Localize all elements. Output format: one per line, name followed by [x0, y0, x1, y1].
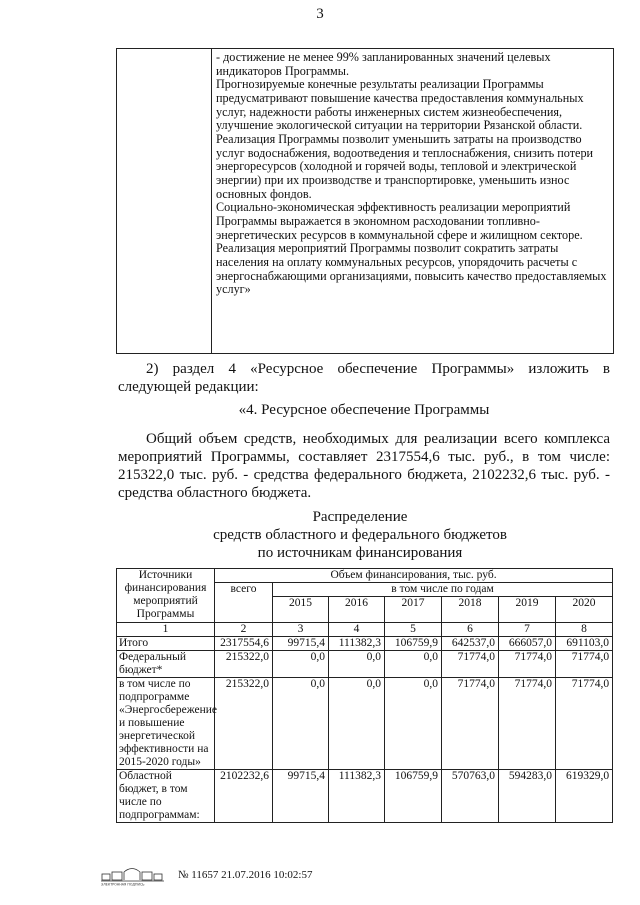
cell-value: 0,0: [273, 651, 329, 678]
cell-value: 2102232,6: [215, 770, 273, 823]
column-index: 4: [329, 623, 385, 637]
cell-value: 71774,0: [556, 678, 613, 770]
distribution-title: [110, 508, 610, 562]
cell-value: 642537,0: [442, 637, 499, 651]
results-paragraph: Реализация Программы позволит уменьшить затраты на производство услуг водоснабжения, водоотведения и теплоснабжения, снизить потери энергоресурсов (холодной и горячей воды, тепловой и электрической энергии) при их производстве и транспортировке, уменьшить износ основных фондов.: [216, 131, 594, 201]
year-header: 2016: [329, 597, 385, 623]
distribution-title-line: средств областного и федерального бюджетов: [213, 527, 507, 543]
column-index: 2: [215, 623, 273, 637]
cell-value: 2317554,6: [215, 637, 273, 651]
year-header: 2018: [442, 597, 499, 623]
column-index: 8: [556, 623, 613, 637]
cell-value: 106759,9: [385, 770, 442, 823]
cell-value: 0,0: [329, 678, 385, 770]
cell-value: 215322,0: [215, 678, 273, 770]
cell-value: 99715,4: [273, 770, 329, 823]
column-index: 6: [442, 623, 499, 637]
by-year-header: в том числе по годам: [273, 583, 613, 597]
e-signature-stamp-icon: [100, 864, 170, 886]
document-footer: [100, 864, 312, 886]
row-label: Федеральный бюджет*: [117, 651, 215, 678]
distribution-title-line: Распределение: [312, 509, 408, 525]
column-index-row: [117, 623, 613, 637]
cell-value: 0,0: [385, 651, 442, 678]
results-paragraph: Социально-экономическая эффективность реализации мероприятий Программы выражается в экономном расходовании топливно-энергетических ресурсов в коммунальной сфере и жилищном секторе.: [216, 200, 583, 242]
table-header-row: [117, 569, 613, 583]
cell-value: 0,0: [385, 678, 442, 770]
distribution-title-line: по источникам финансирования: [257, 545, 463, 561]
year-header: 2020: [556, 597, 613, 623]
section-heading: «4. Ресурсное обеспечение Программы: [238, 402, 490, 418]
cell-value: 111382,3: [329, 770, 385, 823]
cell-value: 71774,0: [499, 678, 556, 770]
summary-paragraph: Общий объем средств, необходимых для реализации всего комплекса мероприятий Программы, составляет 2317554,6 тыс. руб., в том числе: 215322,0 тыс. руб. - средства федерального бюджета, 2102232,6 тыс. руб. - средства областного бюджета.: [118, 431, 610, 501]
cell-value: 71774,0: [556, 651, 613, 678]
cell-value: 71774,0: [442, 678, 499, 770]
column-index: 5: [385, 623, 442, 637]
program-results-label-cell: [117, 49, 212, 353]
cell-value: 666057,0: [499, 637, 556, 651]
cell-value: 594283,0: [499, 770, 556, 823]
year-header: 2017: [385, 597, 442, 623]
cell-value: 215322,0: [215, 651, 273, 678]
row-label: Итого: [117, 637, 215, 651]
cell-value: 111382,3: [329, 637, 385, 651]
results-paragraph: - достижение не менее 99% запланированных значений целевых индикаторов Программы.: [216, 50, 551, 78]
results-paragraph: Прогнозируемые конечные результаты реализации Программы предусматривают повышение качества предоставления коммунальных услуг, надежности работы инженерных систем жизнеобеспечения, улучшение экологической ситуации на территории Рязанской области.: [216, 77, 584, 133]
cell-value: 71774,0: [499, 651, 556, 678]
financing-table: [116, 568, 613, 823]
cell-value: 71774,0: [442, 651, 499, 678]
cell-value: 0,0: [329, 651, 385, 678]
table-row-subprogram: [117, 678, 613, 770]
table-row-federal: [117, 651, 613, 678]
cell-value: 691103,0: [556, 637, 613, 651]
table-row-regional: [117, 770, 613, 823]
total-header: всего: [215, 583, 273, 623]
page-number: 3: [316, 6, 324, 22]
column-index: 7: [499, 623, 556, 637]
stamp-caption: ЭЛЕКТРОННАЯ ПОДПИСЬ: [101, 882, 145, 886]
table-row-total: [117, 637, 613, 651]
cell-value: 619329,0: [556, 770, 613, 823]
column-index: 3: [273, 623, 329, 637]
results-paragraph: Реализация мероприятий Программы позволит сократить затраты населения на оплату коммунальных ресурсов, упорядочить расчеты с энергоснабжающими организациями, повысить качество предоставляемых услуг»: [216, 241, 607, 297]
document-id: № 11657 21.07.2016 10:02:57: [178, 869, 313, 881]
item-2-paragraph: 2) раздел 4 «Ресурсное обеспечение Программы» изложить в следующей редакции:: [118, 361, 610, 395]
cell-value: 0,0: [273, 678, 329, 770]
cell-value: 106759,9: [385, 637, 442, 651]
source-header: Источники финансирования мероприятий Программы: [117, 569, 215, 623]
cell-value: 99715,4: [273, 637, 329, 651]
year-header: 2015: [273, 597, 329, 623]
cell-value: 570763,0: [442, 770, 499, 823]
row-label: в том числе по подпрограмме «Энергосбережение и повышение энергетической эффективности на 2015-2020 годы»: [117, 678, 215, 770]
program-results-text: [216, 51, 608, 297]
row-label: Областной бюджет, в том числе по подпрограммам:: [117, 770, 215, 823]
year-header: 2019: [499, 597, 556, 623]
program-results-box: [116, 48, 614, 354]
column-index: 1: [117, 623, 215, 637]
volume-header: Объем финансирования, тыс. руб.: [215, 569, 613, 583]
